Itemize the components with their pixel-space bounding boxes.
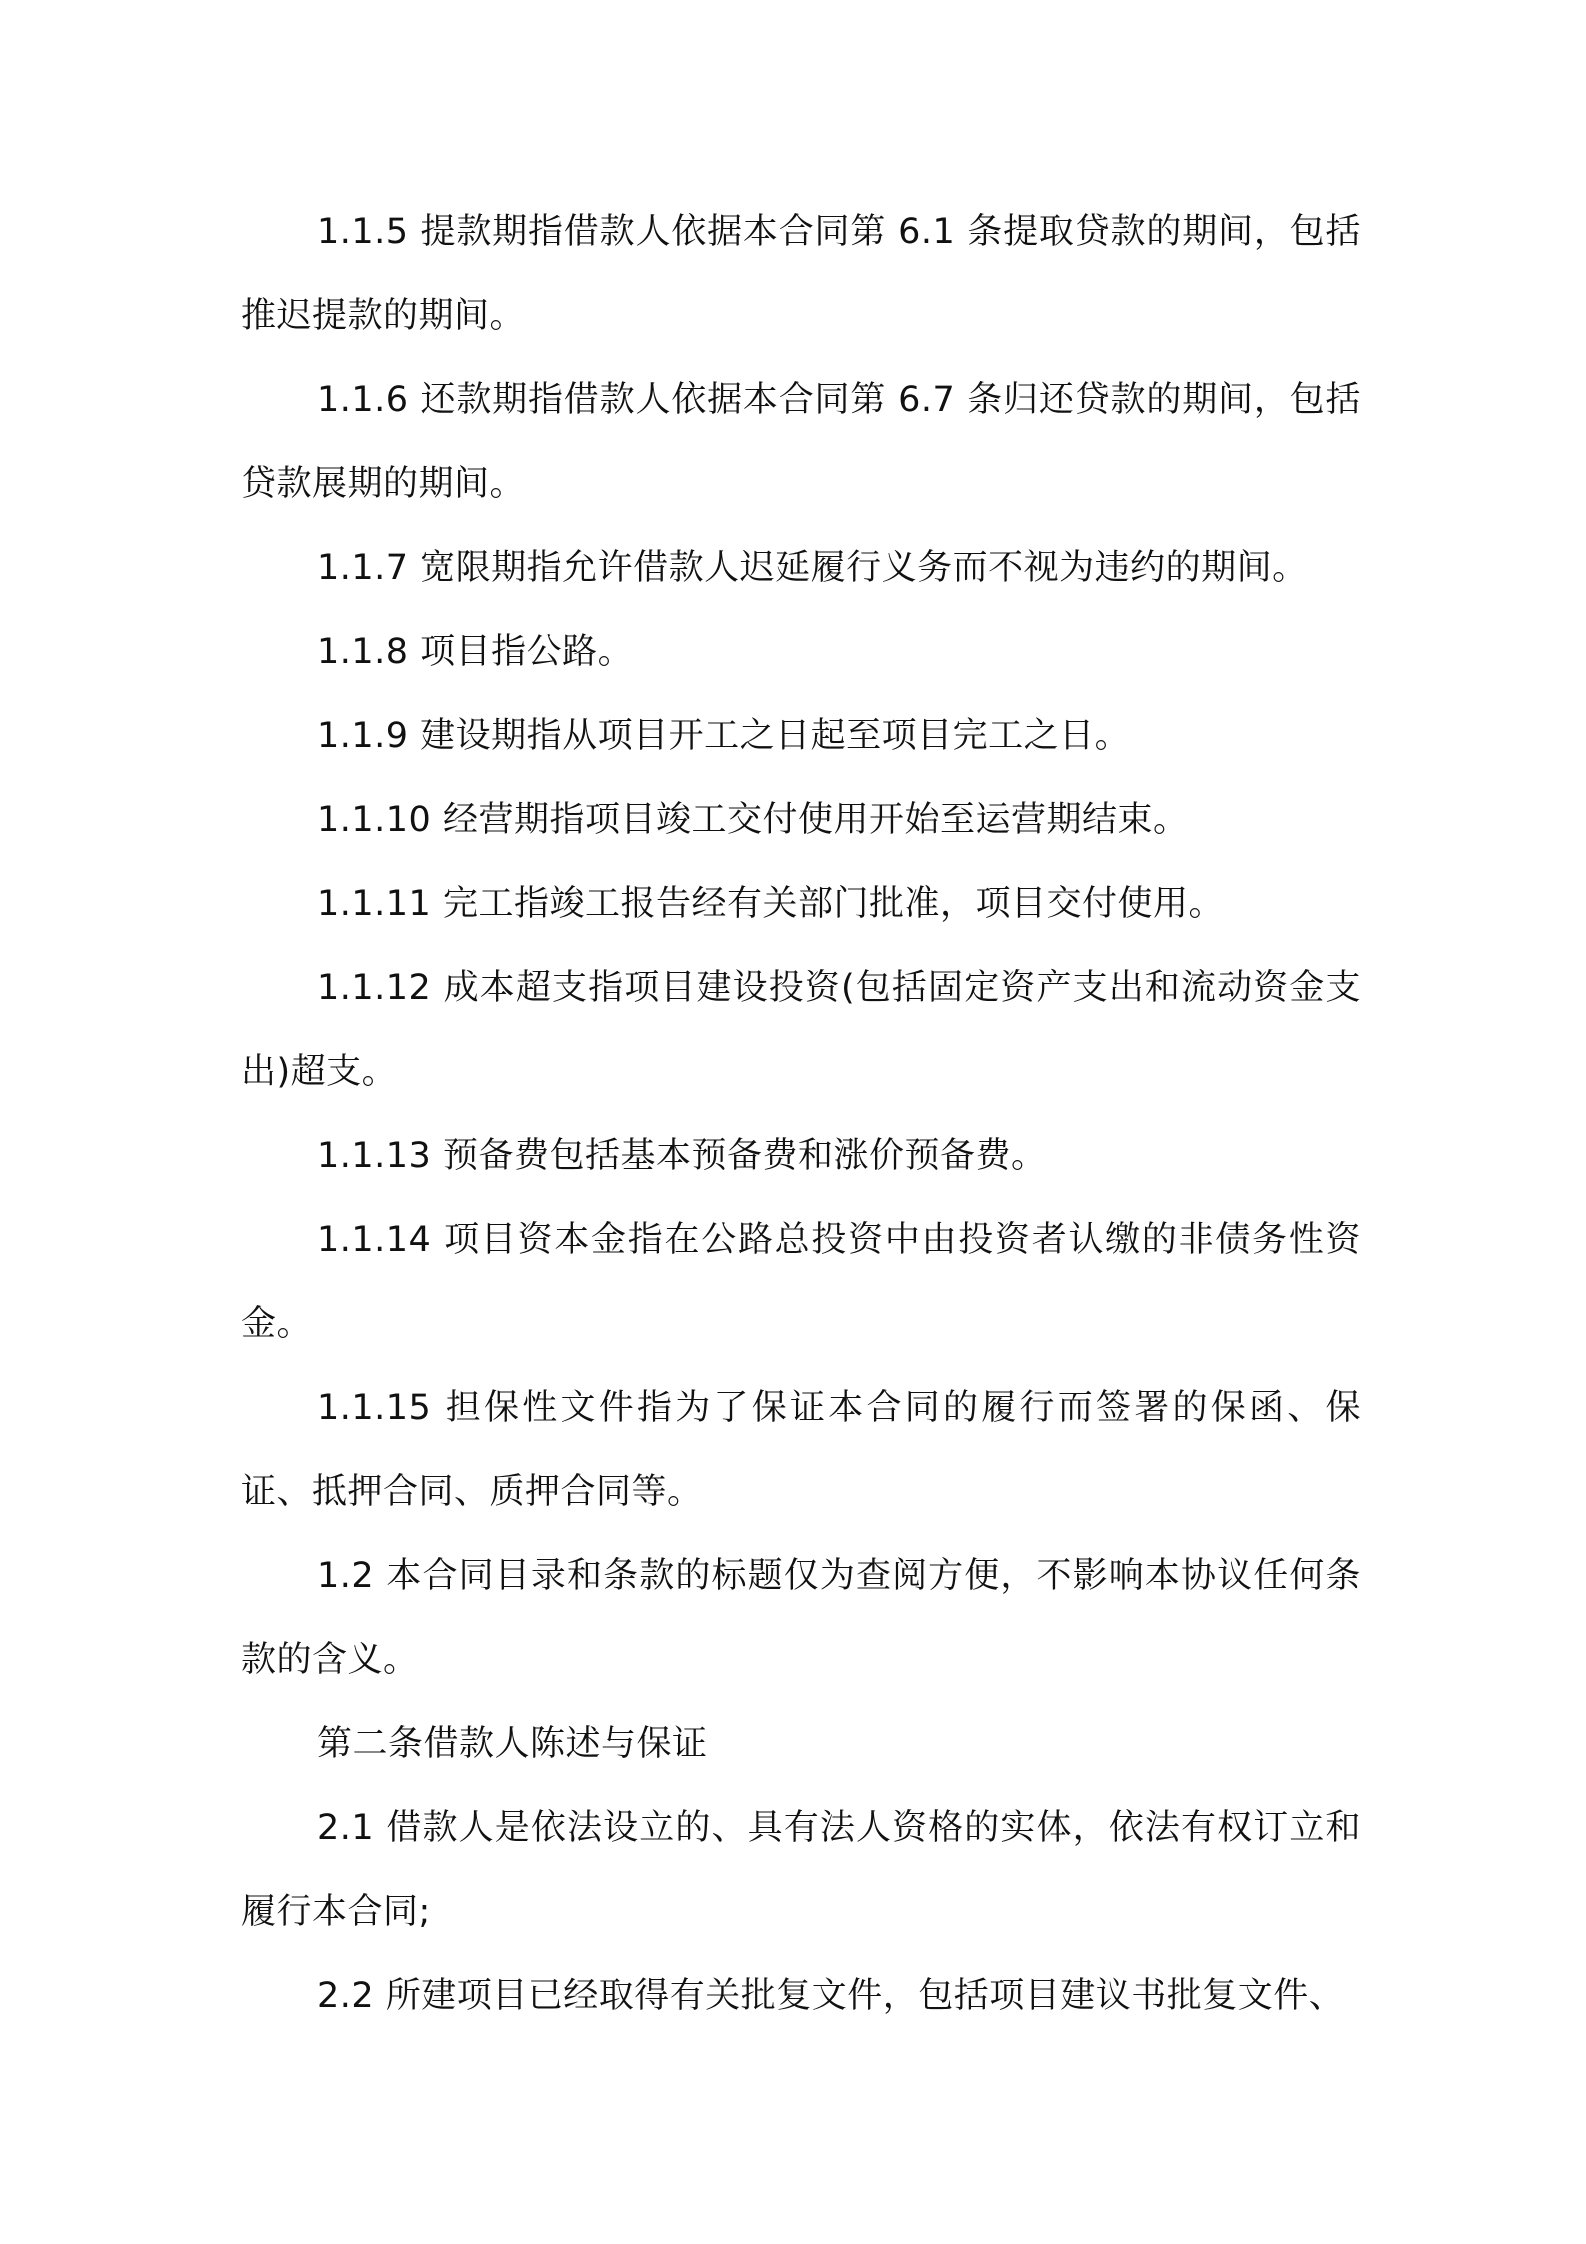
clause-1-1-9: 1.1.9 建设期指从项目开工之日起至项目完工之日。 — [317, 716, 1131, 756]
clause-1-1-6: 1.1.6 还款期指借款人依据本合同第 6.7 条归还贷款的期间，包括贷款展期的期间。 — [241, 380, 1361, 504]
clause-1-2: 1.2 本合同目录和条款的标题仅为查阅方便，不影响本协议任何条款的含义。 — [241, 1556, 1361, 1680]
clause-1-1-7: 1.1.7 宽限期指允许借款人迟延履行义务而不视为违约的期间。 — [317, 548, 1308, 588]
clause-1-1-13: 1.1.13 预备费包括基本预备费和涨价预备费。 — [317, 1136, 1047, 1176]
clause-2-1: 2.1 借款人是依法设立的、具有法人资格的实体，依法有权订立和履行本合同; — [241, 1808, 1361, 1932]
clause-1-1-10: 1.1.10 经营期指项目竣工交付使用开始至运营期结束。 — [317, 800, 1189, 840]
clause-2-2: 2.2 所建项目已经取得有关批复文件，包括项目建议书批复文件、 — [317, 1976, 1345, 2016]
clause-1-1-14: 1.1.14 项目资本金指在公路总投资中由投资者认缴的非债务性资金。 — [241, 1220, 1361, 1344]
clause-1-1-15: 1.1.15 担保性文件指为了保证本合同的履行而签署的保函、保证、抵押合同、质押合同等。 — [241, 1388, 1361, 1512]
clause-1-1-5: 1.1.5 提款期指借款人依据本合同第 6.1 条提取贷款的期间，包括推迟提款的期间。 — [241, 212, 1361, 336]
document-body — [241, 190, 1361, 2038]
section-heading-article-2: 第二条借款人陈述与保证 — [317, 1724, 708, 1764]
clause-1-1-11: 1.1.11 完工指竣工报告经有关部门批准，项目交付使用。 — [317, 884, 1224, 924]
clause-1-1-8: 1.1.8 项目指公路。 — [317, 632, 634, 672]
clause-1-1-12: 1.1.12 成本超支指项目建设投资(包括固定资产支出和流动资金支出)超支。 — [241, 968, 1361, 1092]
